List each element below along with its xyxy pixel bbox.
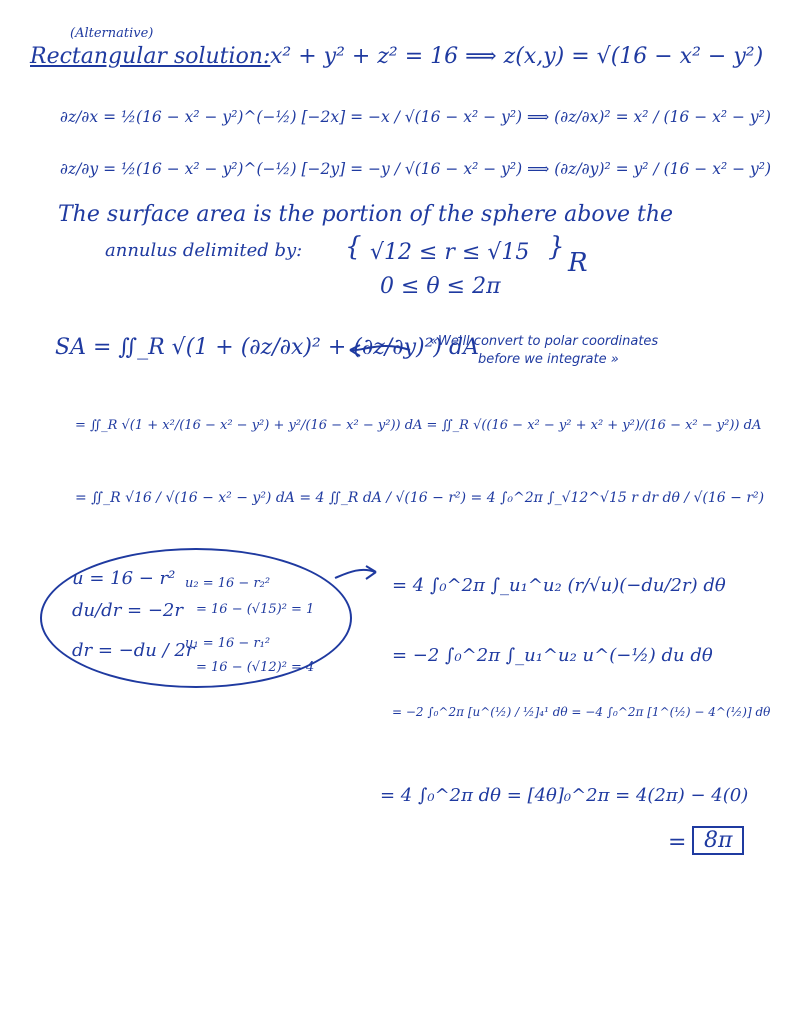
polar-note-line1: «We'll convert to polar coordinates xyxy=(430,334,659,349)
right-brace: } xyxy=(548,232,565,262)
sub-dr: dr = −du / 2r xyxy=(72,640,195,661)
step-6: = 4 ∫₀^2π dθ = [4θ]₀^2π = 4(2π) − 4(0) xyxy=(380,785,749,806)
region-R-label: R xyxy=(568,248,588,278)
partial-dzdy: ∂z/∂y = ½(16 − x² − y²)^(−½) [−2y] = −y / √(16 − x² − y²) ⟹ (∂z/∂y)² = y² / (16 − x² − y²) xyxy=(60,160,772,178)
left-brace: { xyxy=(345,232,362,262)
partial-dzdx: ∂z/∂x = ½(16 − x² − y²)^(−½) [−2x] = −x / √(16 − x² − y²) ⟹ (∂z/∂x)² = x² / (16 − x² − y²) xyxy=(60,108,771,126)
sphere-equation: x² + y² + z² = 16 ⟹ z(x,y) = √(16 − x² − y²) xyxy=(270,44,764,69)
polar-note-line2: before we integrate » xyxy=(478,352,619,367)
sub-u2-value: = 16 − (√15)² = 1 xyxy=(196,602,315,617)
sub-u: u = 16 − r² xyxy=(72,568,176,589)
solution-title: Rectangular solution: xyxy=(30,44,271,69)
sub-u2-def: u₂ = 16 − r₂² xyxy=(185,576,271,591)
sub-u1-value: = 16 − (√12)² = 4 xyxy=(196,660,315,675)
sa-formula: SA = ∬_R √(1 + (∂z/∂x)² + (∂z/∂y)²) dA xyxy=(55,335,479,360)
sa-step1: = ∬_R √(1 + x²/(16 − x² − y²) + y²/(16 − x² − y²)) dA = ∬_R √((16 − x² − y² + x² + y²)/(16 − x² − y²)) dA xyxy=(75,418,762,433)
step-5: = −2 ∫₀^2π [u^(½) / ½]₄¹ dθ = −4 ∫₀^2π [1^(½) − 4^(½)] dθ xyxy=(392,705,771,719)
sub-u1-def: u₁ = 16 − r₁² xyxy=(185,636,271,651)
answer-box: 8π xyxy=(692,826,744,855)
final-answer xyxy=(692,826,744,855)
step-4: = −2 ∫₀^2π ∫_u₁^u₂ u^(−½) du dθ xyxy=(392,645,713,666)
sa-step2: = ∬_R √16 / √(16 − x² − y²) dA = 4 ∬_R dA / √(16 − r²) = 4 ∫₀^2π ∫_√12^√15 r dr dθ / √(16 − r²) xyxy=(75,490,765,506)
answer-equals: = xyxy=(668,830,687,855)
r-bounds: √12 ≤ r ≤ √15 xyxy=(370,240,530,265)
sub-dudr: du/dr = −2r xyxy=(72,600,183,621)
theta-bounds: 0 ≤ θ ≤ 2π xyxy=(380,274,501,299)
alternative-label: (Alternative) xyxy=(70,26,154,41)
region-sentence: The surface area is the portion of the sphere above the xyxy=(58,202,674,227)
annulus-label: annulus delimited by: xyxy=(105,240,303,261)
step-3: = 4 ∫₀^2π ∫_u₁^u₂ (r/√u)(−du/2r) dθ xyxy=(392,575,726,596)
